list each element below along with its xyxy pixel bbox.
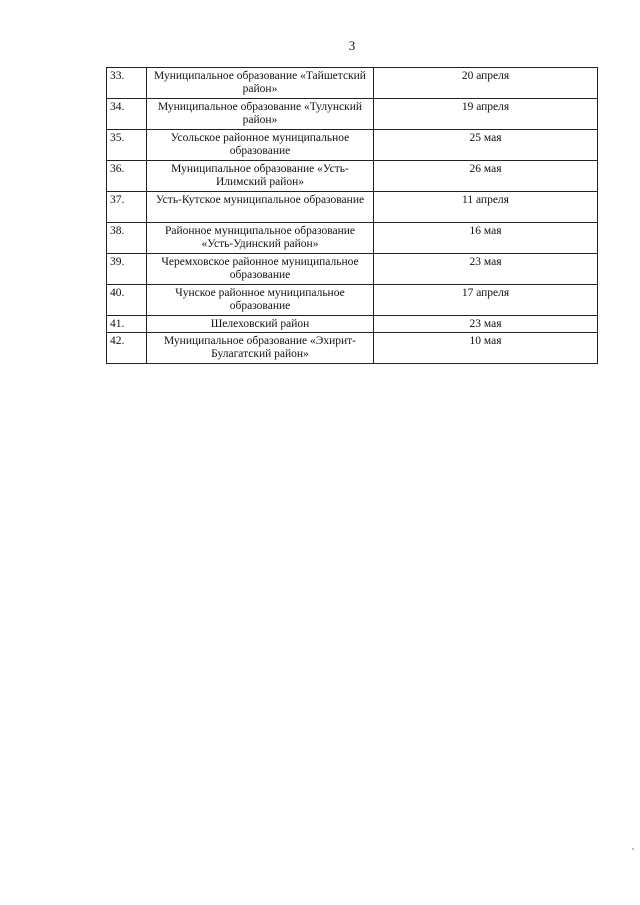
row-number: 37. — [107, 192, 147, 223]
event-date: 17 апреля — [374, 285, 598, 316]
event-date: 25 мая — [374, 130, 598, 161]
scan-edge-mark — [632, 848, 634, 850]
municipality-name: Муниципальное образование «Усть-Илимский район» — [147, 161, 374, 192]
event-date: 19 апреля — [374, 99, 598, 130]
table-row — [107, 285, 598, 316]
municipality-name: Муниципальное образование «Эхирит-Булагатский район» — [147, 333, 374, 364]
row-number: 34. — [107, 99, 147, 130]
municipality-name: Чунское районное муниципальное образование — [147, 285, 374, 316]
table-row — [107, 333, 598, 364]
event-date: 16 мая — [374, 223, 598, 254]
event-date: 23 мая — [374, 316, 598, 333]
table-row — [107, 192, 598, 223]
municipality-name: Районное муниципальное образование «Усть-Удинский район» — [147, 223, 374, 254]
municipality-name: Черемховское районное муниципальное образование — [147, 254, 374, 285]
event-date: 26 мая — [374, 161, 598, 192]
municipality-name: Муниципальное образование «Тайшетский район» — [147, 68, 374, 99]
table-row — [107, 99, 598, 130]
table-row — [107, 316, 598, 333]
row-number: 39. — [107, 254, 147, 285]
municipality-name: Усть-Кутское муниципальное образование — [147, 192, 374, 223]
schedule-table-body — [107, 68, 598, 364]
municipality-name: Муниципальное образование «Тулунский район» — [147, 99, 374, 130]
table-row — [107, 68, 598, 99]
row-number: 35. — [107, 130, 147, 161]
table-row — [107, 254, 598, 285]
event-date: 10 мая — [374, 333, 598, 364]
table-row — [107, 130, 598, 161]
row-number: 38. — [107, 223, 147, 254]
municipality-name: Шелеховский район — [147, 316, 374, 333]
page-number: 3 — [348, 38, 356, 53]
event-date: 11 апреля — [374, 192, 598, 223]
table-row — [107, 223, 598, 254]
row-number: 36. — [107, 161, 147, 192]
row-number: 33. — [107, 68, 147, 99]
table-row — [107, 161, 598, 192]
event-date: 20 апреля — [374, 68, 598, 99]
municipality-name: Усольское районное муниципальное образование — [147, 130, 374, 161]
row-number: 42. — [107, 333, 147, 364]
event-date: 23 мая — [374, 254, 598, 285]
row-number: 41. — [107, 316, 147, 333]
schedule-table — [106, 67, 598, 364]
row-number: 40. — [107, 285, 147, 316]
